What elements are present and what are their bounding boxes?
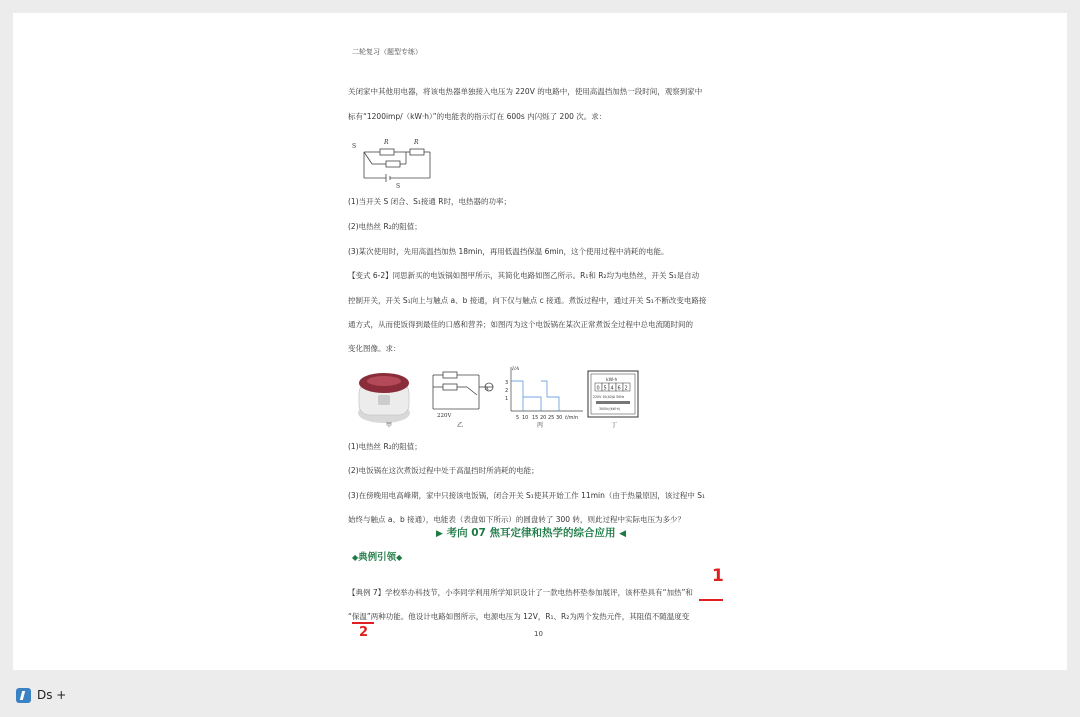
graph-xtick-5: 5 <box>516 415 520 421</box>
meter-digit-5: 2 <box>624 385 628 392</box>
graph-xtick-10: 10 <box>522 415 529 421</box>
figure-label-ding: 丁 <box>611 422 618 429</box>
meter-digit-4: 6 <box>617 385 621 392</box>
graph-ytick-2: 2 <box>505 388 509 394</box>
text-line-1: 关闭家中其他用电器，将该电热器单独接入电压为 220V 的电路中，使用高温挡加热一段时间，观察到家中 <box>348 87 703 96</box>
meter-digit-1: 0 <box>596 385 600 392</box>
text-line-11: (2)电饭锅在这次煮饭过程中处于高温挡时所消耗的电能； <box>348 466 539 475</box>
meter-line-1: 220V 10(40)A 50Hz <box>593 395 625 399</box>
text-line-7: 控制开关，开关 S₁向上与触点 a、b 接通，向下仅与触点 c 接通。煮饭过程中，通过开关 S₁不断改变电路接 <box>348 296 707 305</box>
handwritten-underline-1 <box>699 599 723 601</box>
section-title-text: 考向 07 焦耳定律和热学的综合应用 <box>446 527 616 539</box>
page-number: 10 <box>534 630 543 638</box>
document-page <box>13 13 1067 670</box>
circuit-diagram-2 <box>423 365 501 419</box>
text-line-8: 通方式，从而使饭得到最佳的口感和营养；如图丙为这个电饭锅在某次正常煮饭全过程中总电流随时间的 <box>348 320 693 329</box>
graph-xtick-15: 15 <box>532 415 539 421</box>
text-line-10: (1)电热丝 R₂的阻值； <box>348 442 422 451</box>
text-line-13: 始终与触点 a、b 接通），电能表（表盘如下所示）的圆盘转了 300 转，则此过程中实际电压为多少？ <box>348 515 685 524</box>
document-viewer[interactable] <box>13 13 1067 670</box>
graph-ytick-1: 1 <box>505 396 509 402</box>
rice-cooker-photo <box>350 361 418 429</box>
text-line-4: (2)电热丝 R₂的阻值； <box>348 222 422 231</box>
graph-xtick-25: 25 <box>548 415 555 421</box>
graph-xtick-20: 20 <box>540 415 547 421</box>
svg-text:A: A <box>485 386 489 392</box>
example-tag <box>352 549 402 563</box>
diamond-icon: ◆ <box>352 553 359 562</box>
figure-label-bing: 丙 <box>537 422 544 429</box>
text-line-6: 【变式 6-2】同思新买的电饭锅如图甲所示，其简化电路如图乙所示。R₁和 R₂均为电热丝，开关 S₁是自动 <box>348 271 700 280</box>
text-line-12: (3)在傍晚用电高峰期，家中只接该电饭锅，闭合开关 S₁使其开始工作 11min（由于热量原因，该过程中 S₁ <box>348 491 705 500</box>
circuit1-label-r1: R <box>384 139 389 146</box>
text-line-9: 变化图像。求： <box>348 344 401 353</box>
meter-top-label: kW·h <box>606 378 618 383</box>
graph-ytick-3: 3 <box>505 380 509 386</box>
example-tag-text: 典例引领 <box>358 552 397 563</box>
circuit-diagram-1 <box>350 130 434 190</box>
handwritten-underline-2 <box>352 622 374 624</box>
meter-digit-3: 4 <box>610 385 614 392</box>
circuit1-label-r2: R <box>414 139 419 146</box>
app-icon[interactable] <box>16 688 31 703</box>
section-right-arrow-icon: ◀ <box>619 529 627 539</box>
graph-xtick-30: 30 <box>556 415 563 421</box>
page-header: 二轮复习（题型专练） <box>352 48 422 56</box>
circuit2-voltage: 220V <box>437 413 452 419</box>
meter-line-2: 3000r/(kW·h) <box>599 407 621 411</box>
text-line-15: “保温”两种功能。他设计电路如图所示，电源电压为 12V，R₁、R₂为两个发热元件，其阻值不随温度变 <box>348 612 690 621</box>
graph-xlabel: t/min <box>565 415 579 421</box>
circuit1-label-s2: S <box>396 183 401 190</box>
circuit1-label-s: S <box>352 143 357 150</box>
handwritten-mark-1: 1 <box>712 566 724 586</box>
meter-digit-2: 5 <box>603 385 607 392</box>
handwritten-mark-2: 2 <box>359 625 369 640</box>
app-label[interactable]: Ds + <box>37 688 67 702</box>
figure-label-jia: 甲 <box>386 422 393 429</box>
text-line-2: 标有“1200imp/（kW·h）”的电能表的指示灯在 600s 内闪烁了 200 次。求： <box>348 112 607 121</box>
taskbar <box>0 678 1080 717</box>
section-left-arrow-icon: ▶ <box>436 529 443 539</box>
graph-ylabel: I/A <box>512 366 520 372</box>
text-line-14: 【典例 7】学校举办科技节，小李同学利用所学知识设计了一款电热杯垫参加展评，该杯垫具有“加热”和 <box>348 588 693 597</box>
text-line-5: (3)某次使用时，先用高温挡加热 18min，再用低温挡保温 6min，这个使用过程中消耗的电能。 <box>348 247 669 256</box>
diamond-icon: ◆ <box>396 553 403 562</box>
text-line-3: (1)当开关 S 闭合、S₁接通 R时，电热器的功率； <box>348 197 512 206</box>
figure-label-yi: 乙 <box>457 422 464 429</box>
current-time-graph <box>503 363 587 423</box>
energy-meter <box>586 369 640 419</box>
section-title <box>436 525 626 540</box>
